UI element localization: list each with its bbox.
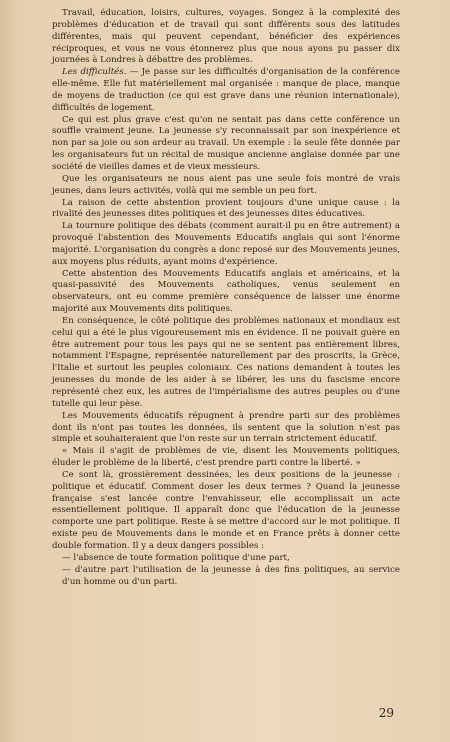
paragraph: Ce sont là, grossièrement dessinées, les deux positions de la jeunesse : politique et éducatif. Comment doser les deux termes ? Quand la jeunesse française s'est lancée contre l'envahisseur, elle accomplissait un acte essentiellement politique. Il apparaît donc que l'éducation de la jeunesse comporte une part politique. Reste à se mettre d'accord sur le mot politique. Il existe peu de Mouvements dans le monde et en France prêts à donner cette double formation. Il y a deux dangers possibles : — [52, 469, 400, 551]
paragraph-text: — Je passe sur les difficultés d'organisation de la conférence elle-même. Elle fut matériellement mal organisée : manque de place, manque de moyens de traduction (ce qui est grave dans une réunion internationale), difficultés de logement. — [52, 67, 400, 113]
paragraph — [52, 67, 400, 114]
list-item: — l'absence de toute formation politique d'une part, — [62, 552, 290, 563]
paragraph: En conséquence, le côté politique des problèmes nationaux et mondiaux est celui qui a été le plus vigoureusement mis en évidence. Il ne pouvait guère en être autrement pour tous les pays qui ne se sentent pas entièrement libres, notamment l'Espagne, représentée naturellement par des proscrits, la Grèce, l'Italie et surtout les peuples coloniaux. Ces nations demandent à toutes les jeunesses du monde de les aider à se libérer, les uns du fascisme encore représenté chez eux, les autres de l'impérialisme des autres peuples ou d'une tutelle qui leur pèse. — [52, 315, 400, 409]
paragraph: Ce qui est plus grave c'est qu'on ne sentait pas dans cette conférence un souffle vraiment jeune. La jeunesse s'y reconnaissait par son inexpérience et non par sa joie ou son ardeur au travail. Un exemple : la seule fête donnée par les organisateurs fut un récital de musique ancienne anglaise donnée par une société de vieilles dames et de vieux messieurs. — [52, 114, 400, 172]
paragraph: Travail, éducation, loisirs, cultures, voyages. Songez à la complexité des problèmes d'éducation et de travail qui sont différents sous des latitudes différentes, mais qui peuvent cependant, bénéficier des expériences réciproques, et vous ne vous étonnerez plus que nous ayons pu passer dix journées à Londres à débattre des problèmes. — [52, 8, 400, 66]
page-number: 29 — [378, 706, 394, 720]
paragraph: La raison de cette abstention provient toujours d'une unique cause : la rivalité des jeunesses dites politiques et des jeunesses dites éducatives. — [52, 197, 400, 220]
paragraph: Les Mouvements éducatifs répugnent à prendre parti sur des problèmes dont ils n'ont pas toutes les données, ils sentent que la solution n'est pas simple et souhaiteraient que l'on reste sur un terrain strictement éducatif. — [52, 410, 400, 445]
body-text — [52, 8, 400, 588]
paragraph: Que les organisateurs ne nous aient pas une seule fois montré de vrais jeunes, dans leurs activités, voilà qui me semble un peu fort. — [52, 173, 400, 196]
paragraph: « Mais il s'agit de problèmes de vie, disent les Mouvements politiques, éluder le problème de la liberté, c'est prendre parti contre la liberté. » — [52, 446, 400, 469]
paragraph: Cette abstention des Mouvements Educatifs anglais et américains, et la quasi-passivité des Mouvements catholiques, venus seulement en observateurs, ont eu comme première conséquence de laisser une énorme majorité aux Mouvements dits politiques. — [52, 268, 400, 315]
paragraph: La tournure politique des débats (comment aurait-il pu en être autrement) a provoqué l'abstention des Mouvements Educatifs anglais qui sont l'énorme majorité. L'organisation du congrès a donc reposé sur des Mouvements jeunes, aux moyens plus réduits, ayant moins d'expérience. — [52, 221, 400, 267]
section-heading: Les difficultés. — [62, 67, 127, 78]
list-item: — d'autre part l'utilisation de la jeunesse à des fins politiques, au service d'un homme ou d'un parti. — [62, 564, 400, 587]
